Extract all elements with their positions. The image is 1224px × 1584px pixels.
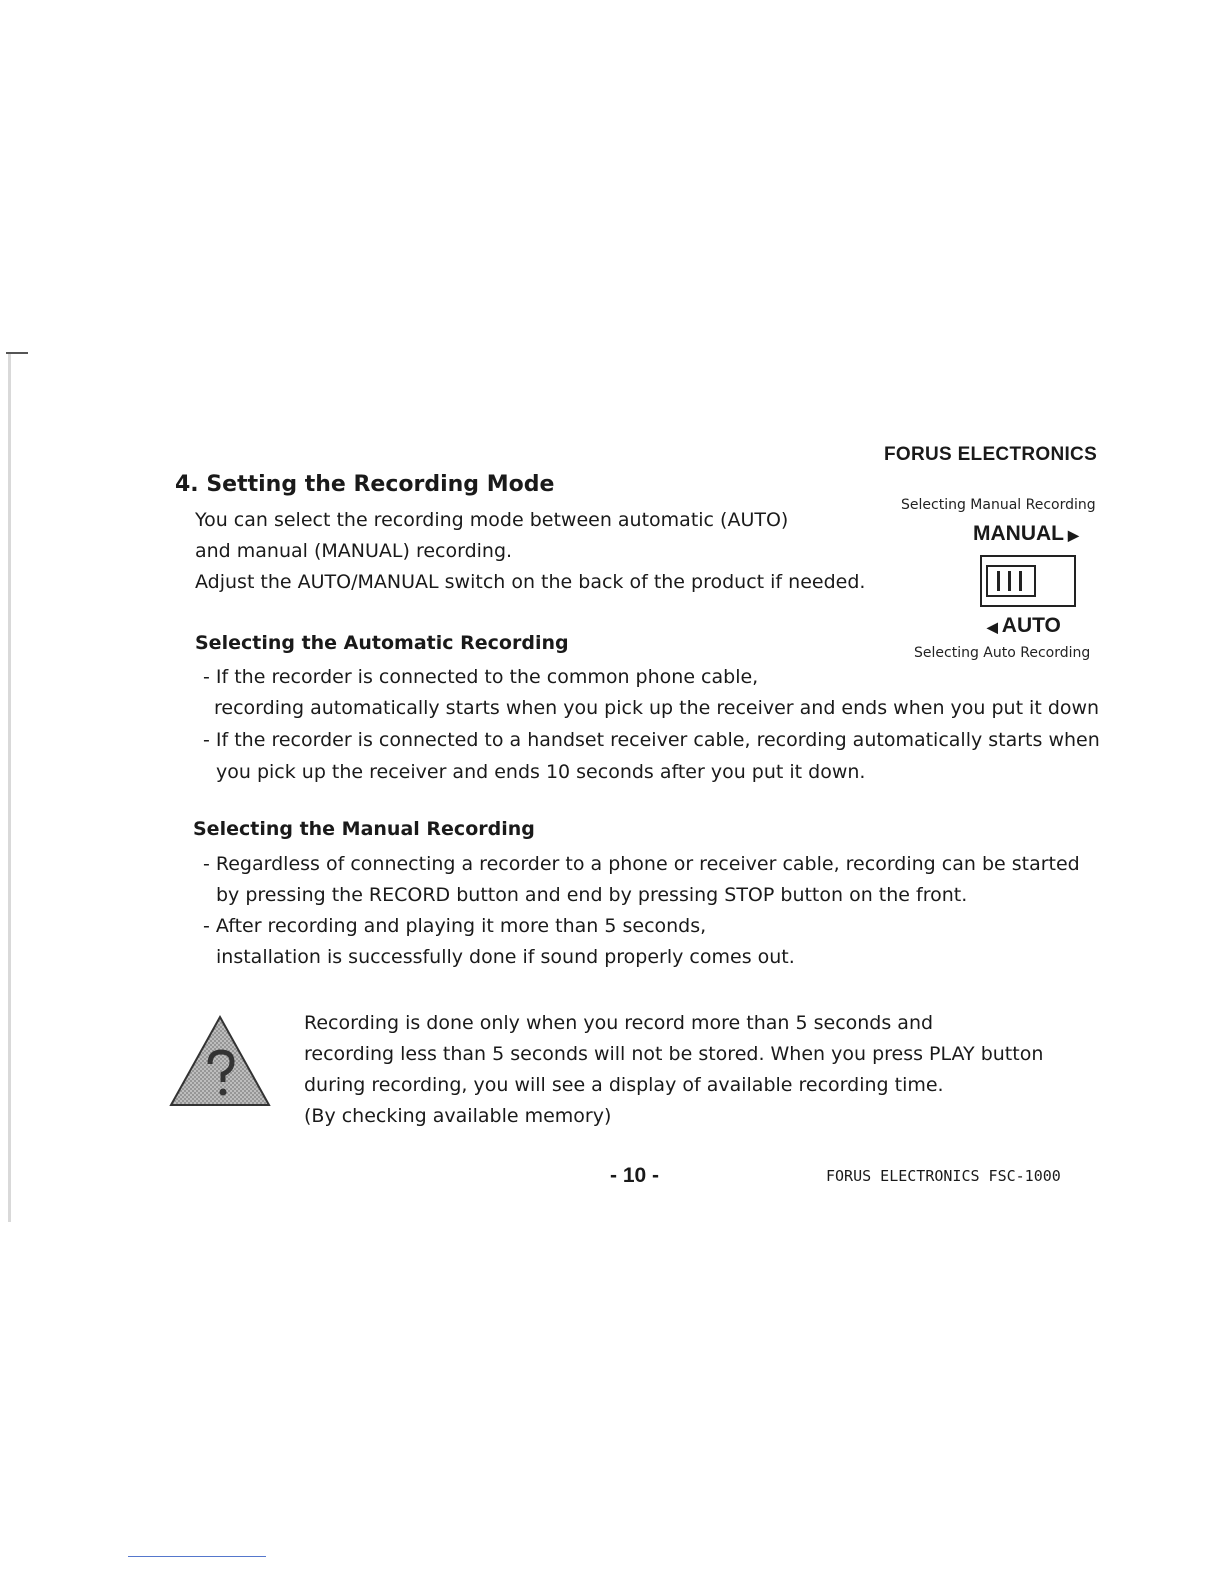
switch-grip-line — [997, 571, 1000, 591]
bottom-rule — [128, 1556, 266, 1557]
intro-line-3: Adjust the AUTO/MANUAL switch on the back of the product if needed. — [195, 571, 866, 593]
manual-label: MANUAL — [973, 522, 1064, 545]
switch-grip-line — [1008, 571, 1011, 591]
manual-line-1: - Regardless of connecting a recorder to a phone or receiver cable, recording can be started — [203, 853, 1080, 875]
auto-label: AUTO — [1001, 614, 1061, 637]
manual-line-3: - After recording and playing it more than 5 seconds, — [203, 915, 707, 937]
note-line-1: Recording is done only when you record more than 5 seconds and — [304, 1012, 934, 1034]
manual-recording-title: Selecting the Manual Recording — [193, 818, 535, 840]
note-line-2: recording less than 5 seconds will not be stored. When you press PLAY button — [304, 1043, 1044, 1065]
auto-line-1: - If the recorder is connected to the common phone cable, — [203, 666, 759, 688]
auto-line-3: - If the recorder is connected to a handset receiver cable, recording automatically starts when — [203, 729, 1100, 751]
manual-label-row — [973, 522, 1079, 546]
page-number: - 10 - — [610, 1164, 660, 1187]
intro-line-2: and manual (MANUAL) recording. — [195, 540, 513, 562]
note-line-3: during recording, you will see a display of available recording time. — [304, 1074, 944, 1096]
auto-line-4: you pick up the receiver and ends 10 seconds after you put it down. — [216, 761, 866, 783]
scan-edge-shadow — [8, 352, 11, 1222]
auto-line-2: recording automatically starts when you pick up the receiver and ends when you put it down — [214, 697, 1100, 719]
auto-label-row — [987, 614, 1061, 638]
note-line-4: (By checking available memory) — [304, 1105, 612, 1127]
arrow-left-icon: ◀ — [987, 619, 998, 635]
auto-caption: Selecting Auto Recording — [914, 645, 1091, 661]
warning-question-icon — [168, 1014, 272, 1108]
manual-caption: Selecting Manual Recording — [901, 497, 1096, 513]
switch-grip-line — [1019, 571, 1022, 591]
auto-manual-switch-illustration — [980, 555, 1076, 607]
scan-edge-mark — [6, 352, 28, 354]
arrow-right-icon: ▶ — [1067, 527, 1079, 543]
manual-line-4: installation is successfully done if sound properly comes out. — [216, 946, 795, 968]
footer-brand-model: FORUS ELECTRONICS FSC-1000 — [826, 1167, 1061, 1185]
header-brand: FORUS ELECTRONICS — [884, 444, 1098, 465]
manual-line-2: by pressing the RECORD button and end by pressing STOP button on the front. — [216, 884, 968, 906]
intro-line-1: You can select the recording mode between automatic (AUTO) — [195, 509, 789, 531]
switch-slider — [986, 565, 1036, 597]
section-title: 4. Setting the Recording Mode — [175, 472, 555, 497]
auto-recording-title: Selecting the Automatic Recording — [195, 632, 569, 654]
